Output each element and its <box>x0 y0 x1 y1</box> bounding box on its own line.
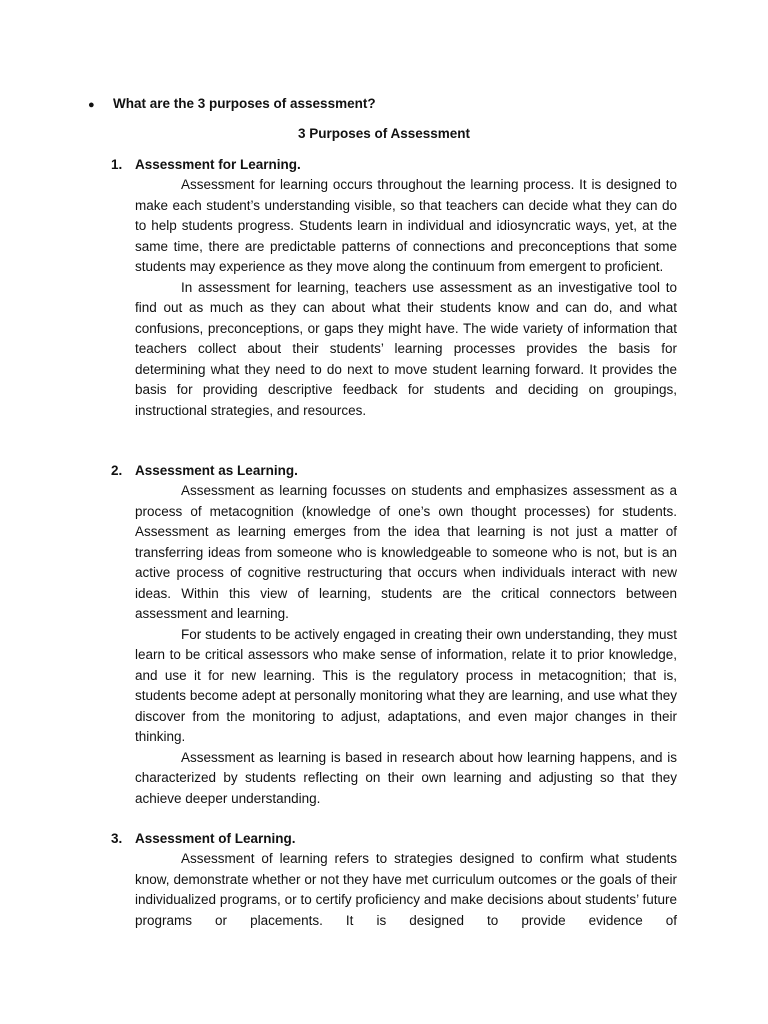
paragraph: For students to be actively engaged in creating their own understanding, they must learn to be critical assessors who make sense of information, relate it to prior knowledge, and use it for new learning. This is the regulatory process in metacognition; that is, students become adept at personally monitoring what they are learning, and use what they discover from the monitoring to adjust, adaptations, and even major changes in their thinking. <box>135 626 677 744</box>
section-heading-text: Assessment for Learning. <box>135 157 301 172</box>
section-number: 3. <box>111 831 123 846</box>
section-heading <box>111 155 677 175</box>
section-number: 2. <box>111 463 123 478</box>
question-text: What are the 3 purposes of assessment? <box>113 96 376 111</box>
paragraph: In assessment for learning, teachers use assessment as an investigative tool to find out as much as they can about what their students know and can do, and what confusions, preconceptions, or gaps they might have. The wide variety of information that teachers collect about their students’ learning processes provides the basis for determining what they need to do next to move student learning forward. It provides the basis for providing descriptive feedback for students and deciding on groupings, instructional strategies, and resources. <box>135 279 677 418</box>
section-heading <box>111 829 677 849</box>
paragraph: Assessment as learning is based in research about how learning happens, and is characterized by students reflecting on their own learning and adjusting so that they achieve deeper understanding. <box>135 749 677 806</box>
page-title: 3 Purposes of Assessment <box>297 126 471 141</box>
section-heading <box>111 461 677 481</box>
paragraph: Assessment as learning focusses on students and emphasizes assessment as a process of metacognition (knowledge of one’s own thought processes) for students. Assessment as learning emerges from the idea that learning is not just a matter of transferring ideas from someone who is knowledgeable to someone who is not, but is an active process of cognitive restructuring that occurs when individuals interact with new ideas. Within this view of learning, students are the critical connectors between assessment and learning. <box>135 483 677 621</box>
section-assessment-of-learning <box>111 829 677 931</box>
section-assessment-as-learning <box>111 461 677 809</box>
section-heading-text: Assessment as Learning. <box>135 463 298 478</box>
section-assessment-for-learning <box>111 155 677 421</box>
section-heading-text: Assessment of Learning. <box>135 831 296 846</box>
paragraph: Assessment of learning refers to strategies designed to confirm what students know, demonstrate whether or not they have met curriculum outcomes or the goals of their individualized programs, or to certify proficiency and make decisions about students’ future programs or placements. It is designed to provide evidence of <box>135 851 677 928</box>
question-line <box>88 94 376 115</box>
paragraph: Assessment for learning occurs throughout the learning process. It is designed to make each student’s understanding visible, so that teachers can decide what they can do to help students progress. Students learn in individual and idiosyncratic ways, yet, at the same time, there are predictable patterns of connections and preconceptions that some students may experience as they move along the continuum from emergent to proficient. <box>135 177 677 274</box>
section-number: 1. <box>111 157 123 172</box>
bullet-icon: ● <box>88 99 95 111</box>
